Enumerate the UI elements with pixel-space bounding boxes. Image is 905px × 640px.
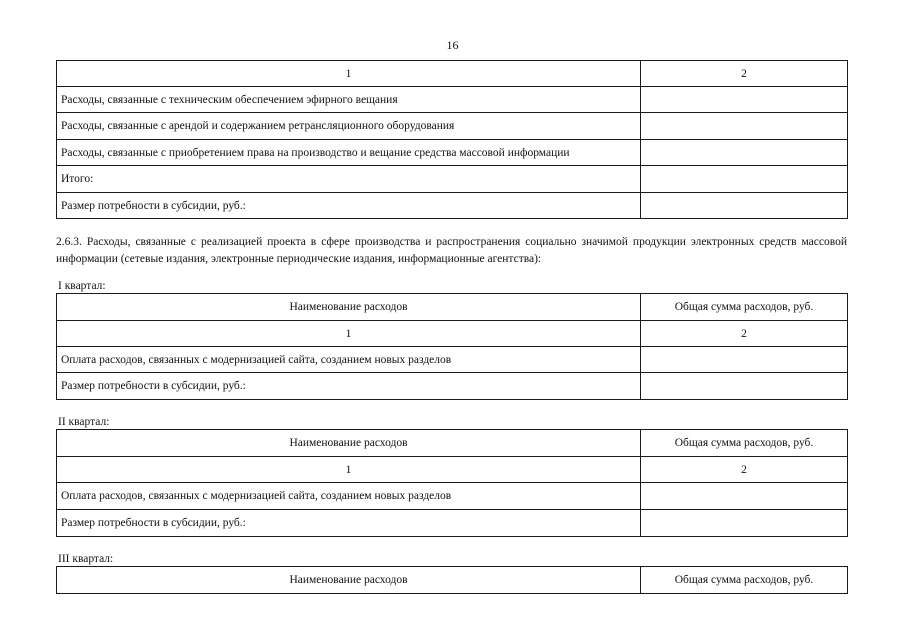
row-label: Оплата расходов, связанных с модернизацией сайта, созданием новых разделов bbox=[57, 483, 641, 510]
table-row bbox=[57, 193, 848, 219]
row-label: Итого: bbox=[57, 166, 641, 193]
table-header-row bbox=[57, 294, 848, 321]
col-header-name: Наименование расходов bbox=[57, 430, 641, 457]
col-number-1: 1 bbox=[57, 61, 641, 87]
col-header-name: Наименование расходов bbox=[57, 567, 641, 594]
table-number-row bbox=[57, 321, 848, 347]
col-number-2: 2 bbox=[641, 321, 848, 347]
amount-cell[interactable] bbox=[641, 373, 848, 400]
col-header-sum: Общая сумма расходов, руб. bbox=[641, 430, 848, 457]
row-label: Размер потребности в субсидии, руб.: bbox=[57, 193, 641, 219]
col-header-sum: Общая сумма расходов, руб. bbox=[641, 567, 848, 594]
quarter-label: II квартал: bbox=[58, 416, 110, 428]
amount-cell[interactable] bbox=[641, 483, 848, 510]
quarter-table-1 bbox=[56, 293, 848, 400]
page-number: 16 bbox=[446, 38, 459, 52]
col-number-2: 2 bbox=[641, 457, 848, 483]
section-paragraph: 2.6.3. Расходы, связанные с реализацией проекта в сфере производства и распространения социально значимой продукции электронных средств массовой информации (сетевые издания, электронные периодические издания, информационные агентства): bbox=[56, 236, 847, 265]
row-label: Размер потребности в субсидии, руб.: bbox=[57, 510, 641, 537]
amount-cell[interactable] bbox=[641, 166, 848, 193]
amount-cell[interactable] bbox=[641, 87, 848, 113]
col-number-1: 1 bbox=[57, 321, 641, 347]
quarter-table-3 bbox=[56, 566, 848, 594]
row-label: Оплата расходов, связанных с модернизацией сайта, созданием новых разделов bbox=[57, 347, 641, 373]
col-number-2: 2 bbox=[641, 61, 848, 87]
amount-cell[interactable] bbox=[641, 347, 848, 373]
quarter-table-2 bbox=[56, 429, 848, 537]
amount-cell[interactable] bbox=[641, 510, 848, 537]
table-header-row bbox=[57, 430, 848, 457]
col-number-1: 1 bbox=[57, 457, 641, 483]
quarter-label: III квартал: bbox=[58, 553, 114, 565]
expenses-table-top bbox=[56, 60, 848, 219]
row-label: Расходы, связанные с арендой и содержанием ретрансляционного оборудования bbox=[57, 113, 641, 140]
row-label: Расходы, связанные с приобретением права на производство и вещание средства массовой информации bbox=[57, 140, 641, 166]
row-label: Расходы, связанные с техническим обеспечением эфирного вещания bbox=[57, 87, 641, 113]
table-row bbox=[57, 166, 848, 193]
table-row bbox=[57, 140, 848, 166]
row-label: Размер потребности в субсидии, руб.: bbox=[57, 373, 641, 400]
table-row bbox=[57, 483, 848, 510]
col-header-sum: Общая сумма расходов, руб. bbox=[641, 294, 848, 321]
table-header-row bbox=[57, 567, 848, 594]
table-row bbox=[57, 87, 848, 113]
amount-cell[interactable] bbox=[641, 140, 848, 166]
amount-cell[interactable] bbox=[641, 113, 848, 140]
table-row bbox=[57, 113, 848, 140]
table-row bbox=[57, 373, 848, 400]
table-row bbox=[57, 510, 848, 537]
quarter-label: I квартал: bbox=[58, 280, 106, 292]
col-header-name: Наименование расходов bbox=[57, 294, 641, 321]
table-header-row bbox=[57, 61, 848, 87]
table-number-row bbox=[57, 457, 848, 483]
amount-cell[interactable] bbox=[641, 193, 848, 219]
table-row bbox=[57, 347, 848, 373]
